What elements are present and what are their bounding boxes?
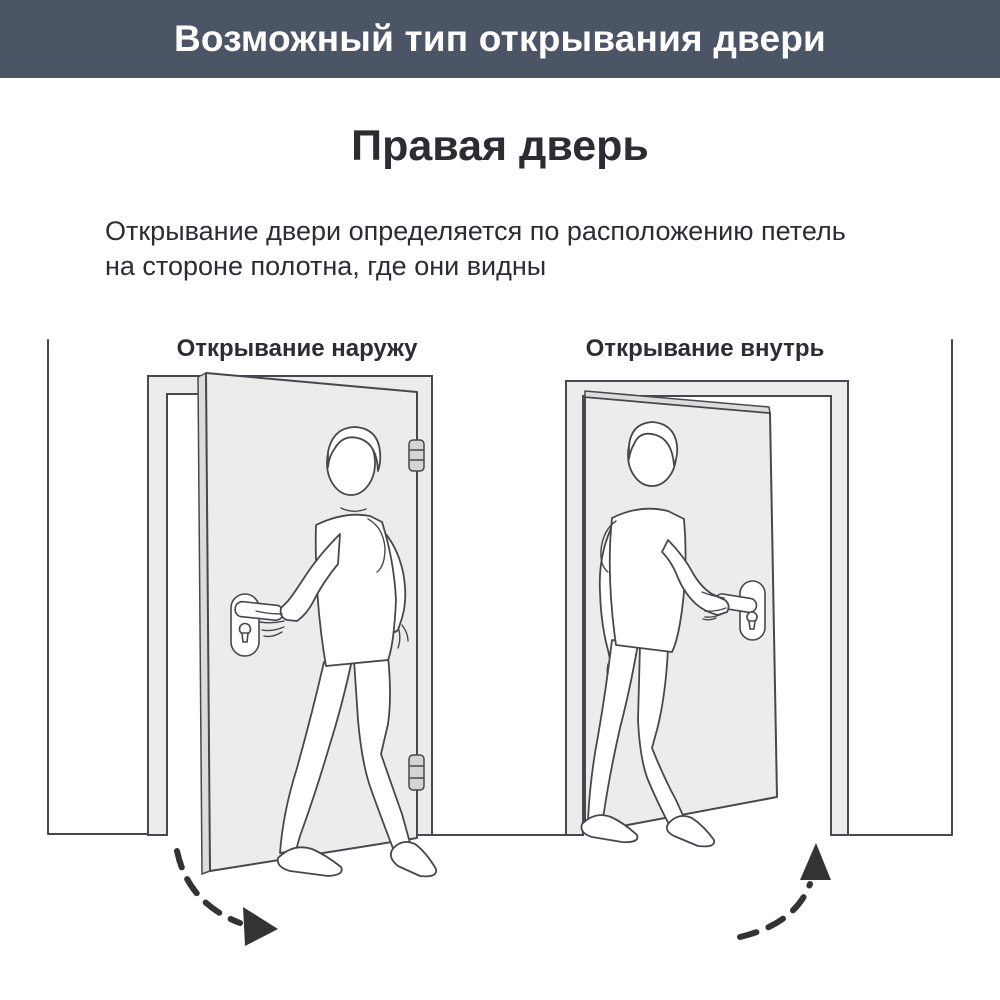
hinge-top-icon <box>409 440 424 471</box>
section-title: Правая дверь <box>351 122 649 170</box>
wall-right-line <box>850 340 952 835</box>
door-diagram <box>0 330 1000 1000</box>
swing-arrow-inward <box>740 843 831 937</box>
swing-arrow-inward-head-icon <box>800 843 831 880</box>
description-line-2: на стороне полотна, где они видны <box>105 250 547 281</box>
person-right-back-shoe <box>667 816 714 846</box>
header-banner <box>0 0 1000 78</box>
label-open-inward: Открывание внутрь <box>585 335 825 362</box>
panel-open-outward <box>48 340 567 946</box>
page-title: Возможный тип открывания двери <box>174 18 826 59</box>
person-left-torso <box>316 515 396 666</box>
person-right-torso <box>610 509 686 652</box>
panel-open-inward <box>566 340 952 937</box>
wall-left-line <box>48 340 148 834</box>
hinge-bottom-icon <box>409 755 424 790</box>
description-line-1: Открывание двери определяется по расположению петель <box>105 216 846 246</box>
swing-arrow-outward-head-icon <box>243 907 278 946</box>
label-open-outward: Открывание наружу <box>176 335 418 362</box>
swing-arrow-inward-arc <box>740 884 810 937</box>
person-left-back-shoe <box>391 842 436 876</box>
description-text <box>105 214 915 283</box>
